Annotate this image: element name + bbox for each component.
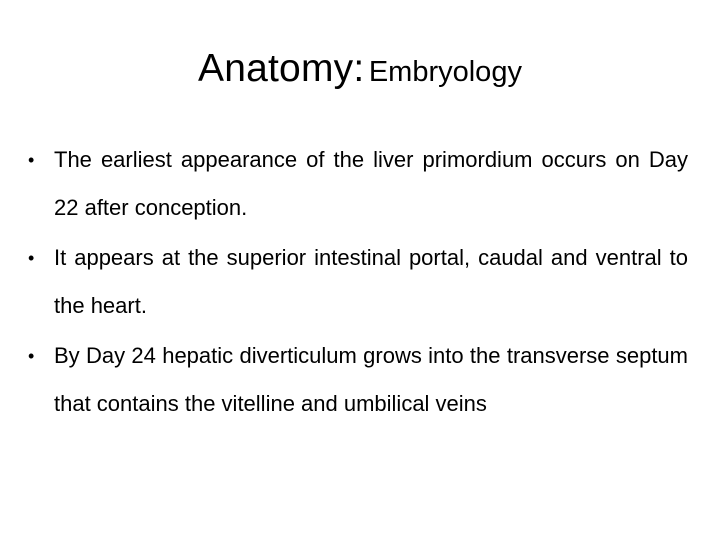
bullet-dot-icon: • — [28, 150, 35, 170]
bullet-list — [28, 136, 688, 430]
bullet-dot-icon: • — [28, 346, 35, 366]
bullet-item — [28, 332, 688, 428]
bullet-dot-icon: • — [28, 248, 35, 268]
slide-title — [0, 46, 720, 100]
bullet-item — [28, 136, 688, 232]
bullet-text: It appears at the superior intestinal portal, caudal and ventral to the heart. — [54, 245, 688, 318]
bullet-text: By Day 24 hepatic diverticulum grows into the transverse septum that contains the vitelline and umbilical veins — [54, 343, 688, 416]
bullet-item — [28, 234, 688, 330]
title-main: Anatomy: — [198, 47, 365, 90]
bullet-text: The earliest appearance of the liver primordium occurs on Day 22 after conception. — [54, 147, 688, 220]
title-sub: Embryology — [368, 56, 522, 88]
